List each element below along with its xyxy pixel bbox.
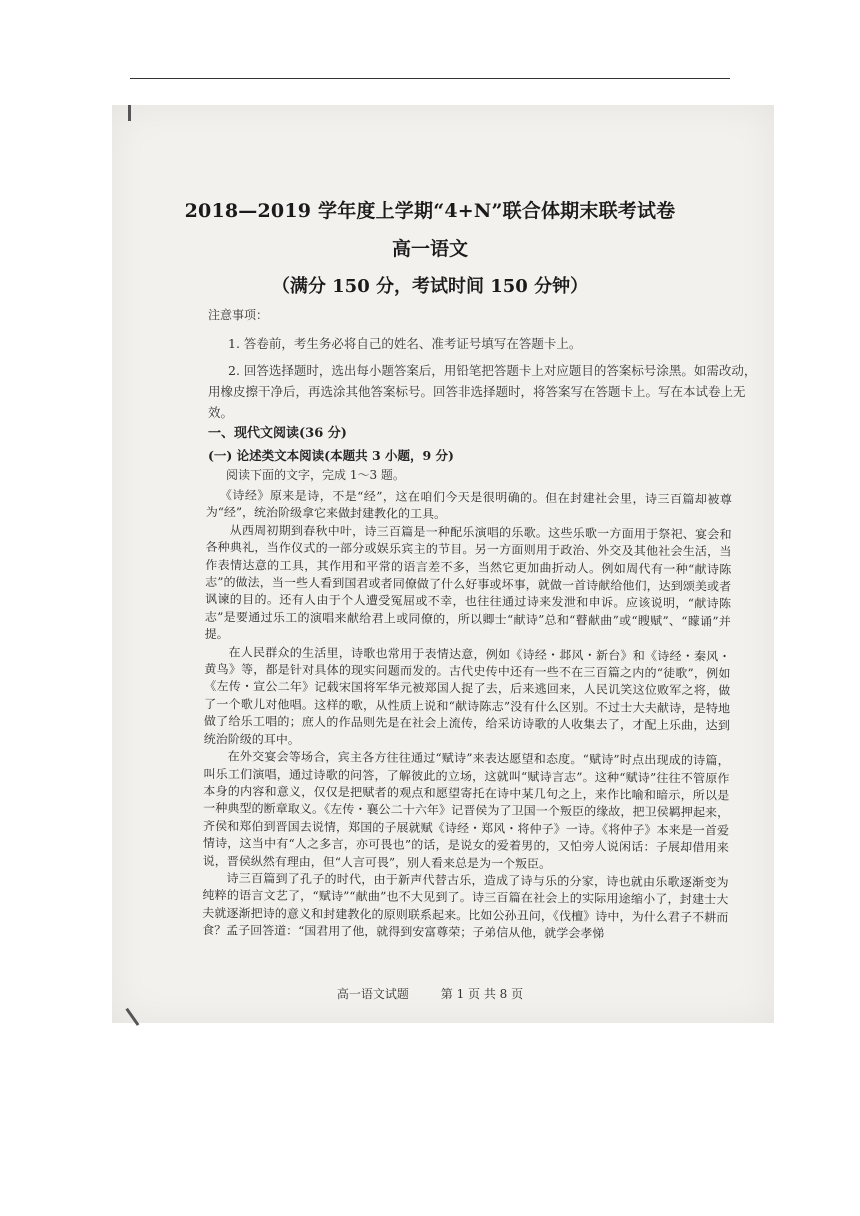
notes-title: 注意事项：: [208, 308, 269, 322]
passage-paragraph: 在外交宴会等场合，宾主各方往往通过“赋诗”来表达愿望和态度。“赋诗”时点出现成的诗篇，叫乐工们演唱，通过诗歌的问答，了解彼此的立场，这就叫“赋诗言志”。这种“赋诗”往往不管原作本身的内容和意义，仅仅是把赋者的观点和愿望寄托在诗中某几句之上，来作比喻和暗示，所以是一种典型的断章取义。《左传・襄公二十六年》记晋侯为了卫国一个叛臣的缘故，把卫侯羁押起来，齐侯和郑伯到晋国去说情，郑国的子展就赋《诗经・郑风・将仲子》一诗。《将仲子》本来是一首爱情诗，这当中有“人之多言，亦可畏也”的话，是说女的爱着男的，又怕旁人说闲话：子展却借用来说，晋侯纵然有理由，但“人言可畏”，别人看来总是为一个叛臣。: [202, 749, 730, 871]
top-rule: [130, 78, 730, 79]
reading-instruction: 阅读下面的文字，完成 1～3 题。: [226, 468, 405, 482]
passage-paragraph: 《诗经》原来是诗，不是“经”，这在咱们今天是很明确的。但在封建社会里，诗三百篇却被尊为“经”，统治阶级拿它来做封建教化的工具。: [205, 488, 732, 522]
exam-subject: 高一语文: [391, 238, 468, 260]
passage-paragraph: 从西周初期到春秋中叶，诗三百篇是一种配乐演唱的乐歌。这些乐歌一方面用于祭祀、宴会和各种典礼，当作仪式的一部分或娱乐宾主的节目。另一方面则用于政治、外交及其他社会生活，当作表情达意的工具，其作用和平常的语言差不多，当然它更加曲折动人。例如周代有一种“献诗陈志”的做法，当一些人看到国君或者同僚做了什么好事或坏事，就做一首诗献给他们，达到颂美或者讽谏的目的。还有人由于个人遭受冤屈或不幸，也往往通过诗来发泄和申诉。应该说明，“献诗陈志”是要通过乐工的演唱来献给君上或同僚的，所以卿士“献诗”总和“瞽献曲”或“瞍赋”、“矇诵”并提。: [204, 523, 732, 642]
reading-passage: [202, 487, 732, 944]
note-item: 1. 答卷前，考生务必将自己的姓名、准考证号填写在答题卡上。: [228, 336, 582, 351]
exam-info: （满分 150 分，考试时间 150 分钟）: [271, 276, 589, 297]
section-heading: 一、现代文阅读(36 分): [208, 426, 347, 441]
note-item: 2. 回答选择题时，选出每小题答案后，用铅笔把答题卡上对应题目的答案标号涂黑。如需改动，用橡皮擦干净后，再选涂其他答案标号。回答非选择题时，将答案写在答题卡上。写在本试卷上无效。: [208, 363, 757, 420]
scan-mark: [128, 105, 131, 121]
sub-section-heading: (一) 论述类文本阅读(本题共 3 小题，9 分): [208, 448, 454, 463]
exam-title: 2018—2019 学年度上学期“4+N”联合体期末联考试卷: [184, 200, 676, 222]
passage-paragraph: 在人民群众的生活里，诗歌也常用于表情达意，例如《诗经・邶风・新台》和《诗经・秦风・黄鸟》等，都是针对具体的现实问题而发的。古代史传中还有一些不在三百篇之内的“徒歌”，例如《左传・宣公二年》记载宋国将军华元被郑国人捉了去，后来逃回来，人民讥笑这位败军之将，做了一个歌儿对他唱。这样的歌，从性质上说和“献诗陈志”没有什么区别。不过士大夫献诗，是特地做了给乐工唱的；庶人的作品则先是在社会上流传，给采访诗歌的人收集去了，才配上乐曲，达到统治阶级的耳中。: [203, 644, 731, 747]
page-footer: [0, 985, 860, 1002]
page-number: 第 1 页 共 8 页: [440, 987, 524, 1001]
footer-subject: 高一语文试题: [336, 987, 409, 1001]
passage-paragraph: 诗三百篇到了孔子的时代，由于新声代替古乐，造成了诗与乐的分家，诗也就由乐歌逐渐变为纯粹的语言文艺了，“赋诗”“献曲”也不大见到了。诗三百篇在社会上的实际用途缩小了，封建士大夫就逐渐把诗的意义和封建教化的原则联系起来。比如公孙丑问，《伐檀》诗中，为什么君子不耕而食？孟子回答道：“国君用了他，就得到安富尊荣；子弟信从他，就学会孝悌: [202, 871, 729, 941]
